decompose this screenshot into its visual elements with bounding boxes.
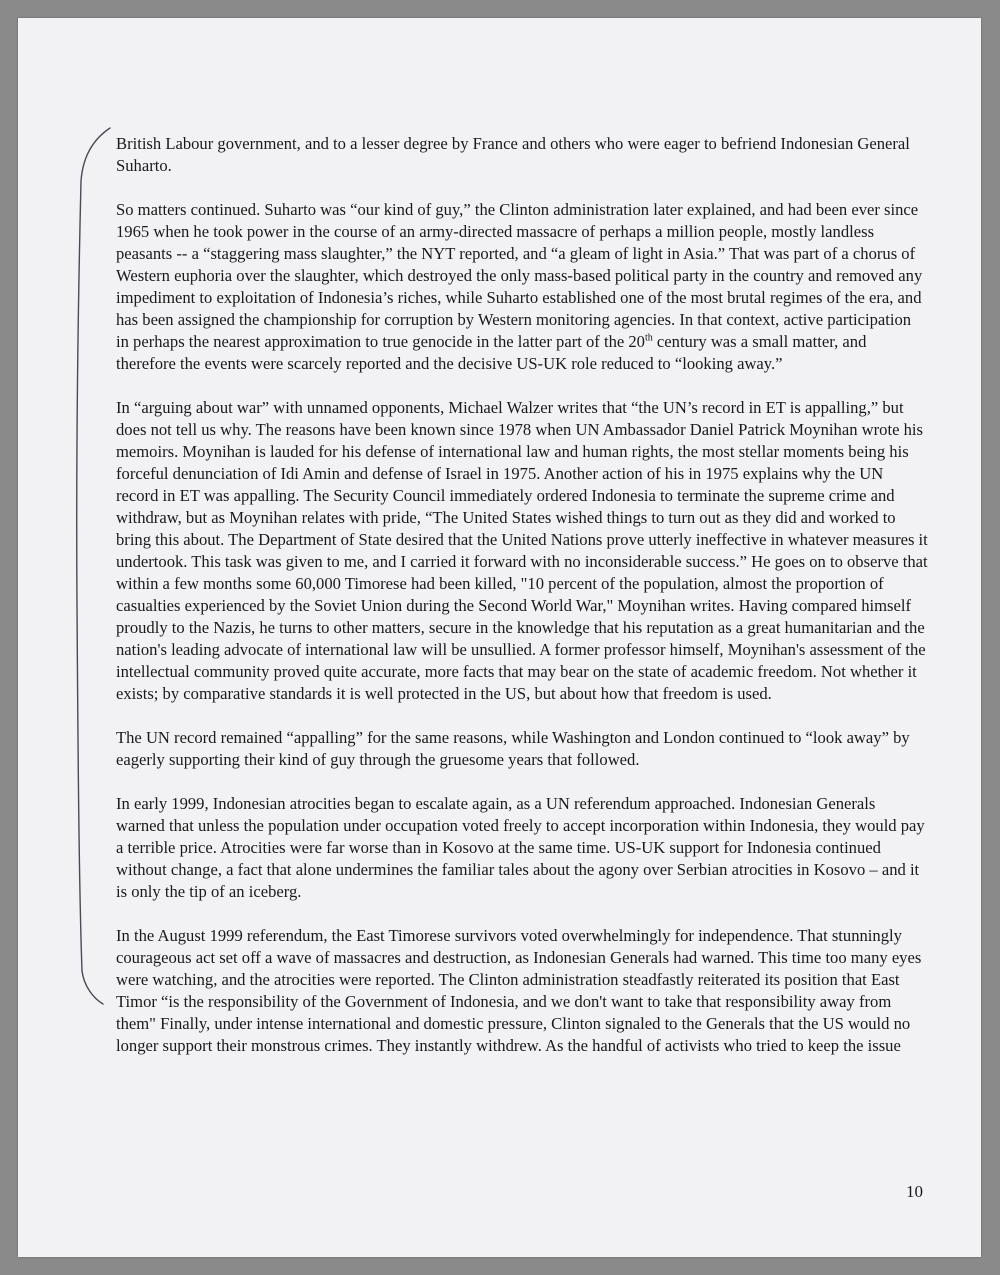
paragraph-2-text-after: century was a small matter, and therefore the events were scarcely reported and the decisive US-UK role reduced to “looking away.” bbox=[116, 332, 867, 373]
paragraph-5: In early 1999, Indonesian atrocities began to escalate again, as a UN referendum approached. Indonesian Generals warned that unless the population under occupation voted freely to accept incorporation within Indonesia, they would pay a terrible price. Atrocities were far worse than in Kosovo at the same time. US-UK support for Indonesia continued without change, a fact that alone undermines the familiar tales about the agony over Serbian atrocities in Kosovo – and it is only the tip of an iceberg. bbox=[116, 794, 925, 901]
paragraph-1: British Labour government, and to a lesser degree by France and others who were eager to befriend Indonesian General Suharto. bbox=[116, 134, 910, 175]
paragraph-6: In the August 1999 referendum, the East Timorese survivors voted overwhelmingly for independence. That stunningly courageous act set off a wave of massacres and destruction, as Indonesian Generals had warned. This time too many eyes were watching, and the atrocities were reported. The Clinton administration steadfastly reiterated its position that East Timor “is the responsibility of the Government of Indonesia, and we don't want to take that responsibility away from them" Finally, under intense international and domestic pressure, Clinton signaled to the Generals that the US would no longer support their monstrous crimes. They instantly withdrew. As the handful of activists who tried to keep the issue bbox=[116, 926, 922, 1055]
paragraph-3: In “arguing about war” with unnamed opponents, Michael Walzer writes that “the UN’s record in ET is appalling,” but does not tell us why. The reasons have been known since 1978 when UN Ambassador Daniel Patrick Moynihan wrote his memoirs. Moynihan is lauded for his defense of international law and human rights, the most stellar moments being his forceful denunciation of Idi Amin and defense of Israel in 1975. Another action of his in 1975 explains why the UN record in ET was appalling. The Security Council immediately ordered Indonesia to terminate the supreme crime and withdraw, but as Moynihan relates with pride, “The United States wished things to turn out as they did and worked to bring this about. The Department of State desired that the United Nations prove utterly ineffective in whatever measures it undertook. This task was given to me, and I carried it forward with no inconsiderable success.” He goes on to observe that within a few months some 60,000 Timorese had been killed, "10 percent of the population, almost the proportion of casualties experienced by the Soviet Union during the Second World War," Moynihan writes. Having compared himself proudly to the Nazis, he turns to other matters, secure in the knowledge that his reputation as a great humanitarian and the nation's leading advocate of international law will be unsullied. A former professor himself, Moynihan's assessment of the intellectual community proved quite accurate, more facts that may bear on the state of academic freedom. Not whether it exists; by comparative standards it is well protected in the US, but about how that freedom is used. bbox=[116, 398, 928, 703]
paragraph-2 bbox=[116, 199, 928, 375]
document-page bbox=[18, 18, 981, 1257]
paragraph-2-text-before: So matters continued. Suharto was “our kind of guy,” the Clinton administration later explained, and had been ever since 1965 when he took power in the course of an army-directed massacre of perhaps a million people, mostly landless peasants -- a “staggering mass slaughter,” the NYT reported, and “a gleam of light in Asia.” That was part of a chorus of Western euphoria over the slaughter, which destroyed the only mass-based political party in the country and removed any impediment to exploitation of Indonesia’s riches, while Suharto established one of the most brutal regimes of the era, and has been assigned the championship for corruption by Western monitoring agencies. In that context, active participation in perhaps the nearest approximation to true genocide in the latter part of the 20 bbox=[116, 200, 923, 351]
paragraph-4: The UN record remained “appalling” for the same reasons, while Washington and London continued to “look away” by eagerly supporting their kind of guy through the gruesome years that followed. bbox=[116, 728, 910, 769]
ordinal-superscript: th bbox=[644, 332, 653, 344]
page-number: 10 bbox=[906, 1182, 923, 1201]
body-text bbox=[116, 133, 928, 1057]
margin-bracket-annotation bbox=[73, 126, 113, 1006]
